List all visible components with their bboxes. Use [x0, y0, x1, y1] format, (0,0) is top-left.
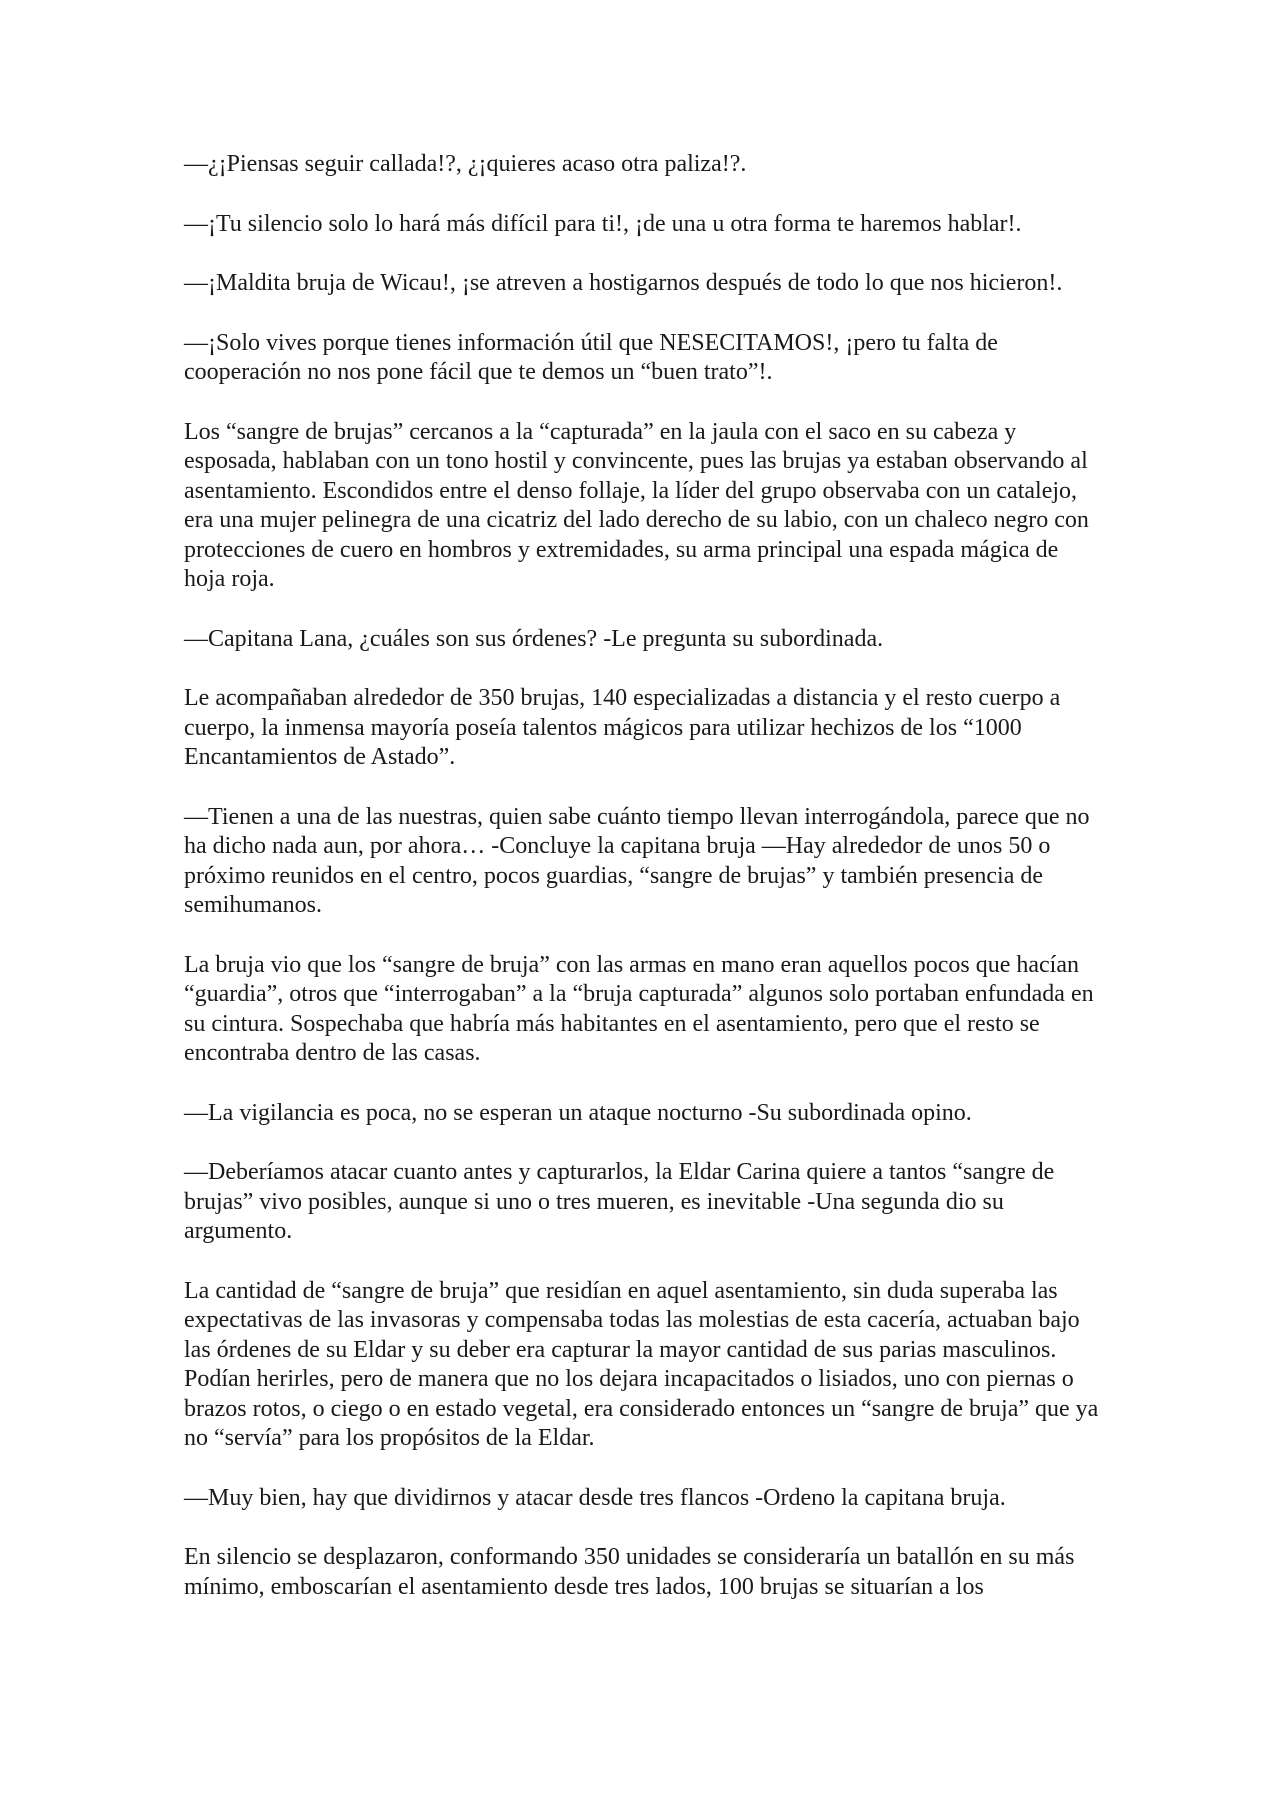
paragraph: —Tienen a una de las nuestras, quien sabe cuánto tiempo llevan interrogándola, parece que no ha dicho nada aun, por ahora… -Concluye la capitana bruja —Hay alrededor de unos 50 o próximo reunidos en el centro, pocos guardias, “sangre de brujas” y también presencia de semihumanos. — [184, 803, 1090, 918]
paragraph: —¡Tu silencio solo lo hará más difícil para ti!, ¡de una u otra forma te haremos hablar!. — [184, 210, 1022, 237]
paragraph: —¡Maldita bruja de Wicau!, ¡se atreven a hostigarnos después de todo lo que nos hicieron!. — [184, 270, 1063, 296]
paragraph: Los “sangre de brujas” cercanos a la “capturada” en la jaula con el saco en su cabeza y esposada, hablaban con un tono hostil y convincente, pues las brujas ya estaban observando al asentamiento. Escondidos entre el denso follaje, la líder del grupo observaba con un catalejo, era una mujer pelinegra de una cicatriz del lado derecho de su labio, con un chaleco negro con protecciones de cuero en hombros y extremidades, su arma principal una espada mágica de hoja roja. — [184, 418, 1089, 592]
paragraph: —Capitana Lana, ¿cuáles son sus órdenes? -Le pregunta su subordinada. — [184, 625, 884, 652]
paragraph: —Muy bien, hay que dividirnos y atacar desde tres flancos -Ordeno la capitana bruja. — [184, 1484, 1006, 1511]
paragraph: La bruja vio que los “sangre de bruja” con las armas en mano eran aquellos pocos que hacían “guardia”, otros que “interrogaban” a la “bruja capturada” algunos solo portaban enfundada en su cintura. Sospechaba que habría más habitantes en el asentamiento, pero que el resto se encontraba dentro de las casas. — [184, 951, 1094, 1066]
paragraph: Le acompañaban alrededor de 350 brujas, 140 especializadas a distancia y el resto cuerpo a cuerpo, la inmensa mayoría poseía talentos mágicos para utilizar hechizos de los “1000 Encantamientos de Astado”. — [184, 685, 1061, 770]
paragraph: —¡Solo vives porque tienes información útil que NESECITAMOS!, ¡pero tu falta de cooperación no nos pone fácil que te demos un “buen trato”!. — [184, 329, 998, 385]
paragraph: En silencio se desplazaron, conformando 350 unidades se consideraría un batallón en su más mínimo, emboscarían el asentamiento desde tres lados, 100 brujas se situarían a los — [184, 1544, 1075, 1600]
paragraph: —La vigilancia es poca, no se esperan un ataque nocturno -Su subordinada opino. — [184, 1099, 972, 1126]
text-body — [184, 150, 1104, 1632]
paragraph: La cantidad de “sangre de bruja” que residían en aquel asentamiento, sin duda superaba las expectativas de las invasoras y compensaba todas las molestias de esta cacería, actuaban bajo las órdenes de su Eldar y su deber era capturar la mayor cantidad de sus parias masculinos. Podían herirles, pero de manera que no los dejara incapacitados o lisiados, uno con piernas o brazos rotos, o ciego o en estado vegetal, era considerado entonces un “sangre de bruja” que ya no “servía” para los propósitos de la Eldar. — [184, 1277, 1099, 1451]
paragraph: —¿¡Piensas seguir callada!?, ¿¡quieres acaso otra paliza!?. — [184, 151, 747, 177]
paragraph: —Deberíamos atacar cuanto antes y capturarlos, la Eldar Carina quiere a tantos “sangre de brujas” vivo posibles, aunque si uno o tres mueren, es inevitable -Una segunda dio su argumento. — [184, 1159, 1055, 1244]
